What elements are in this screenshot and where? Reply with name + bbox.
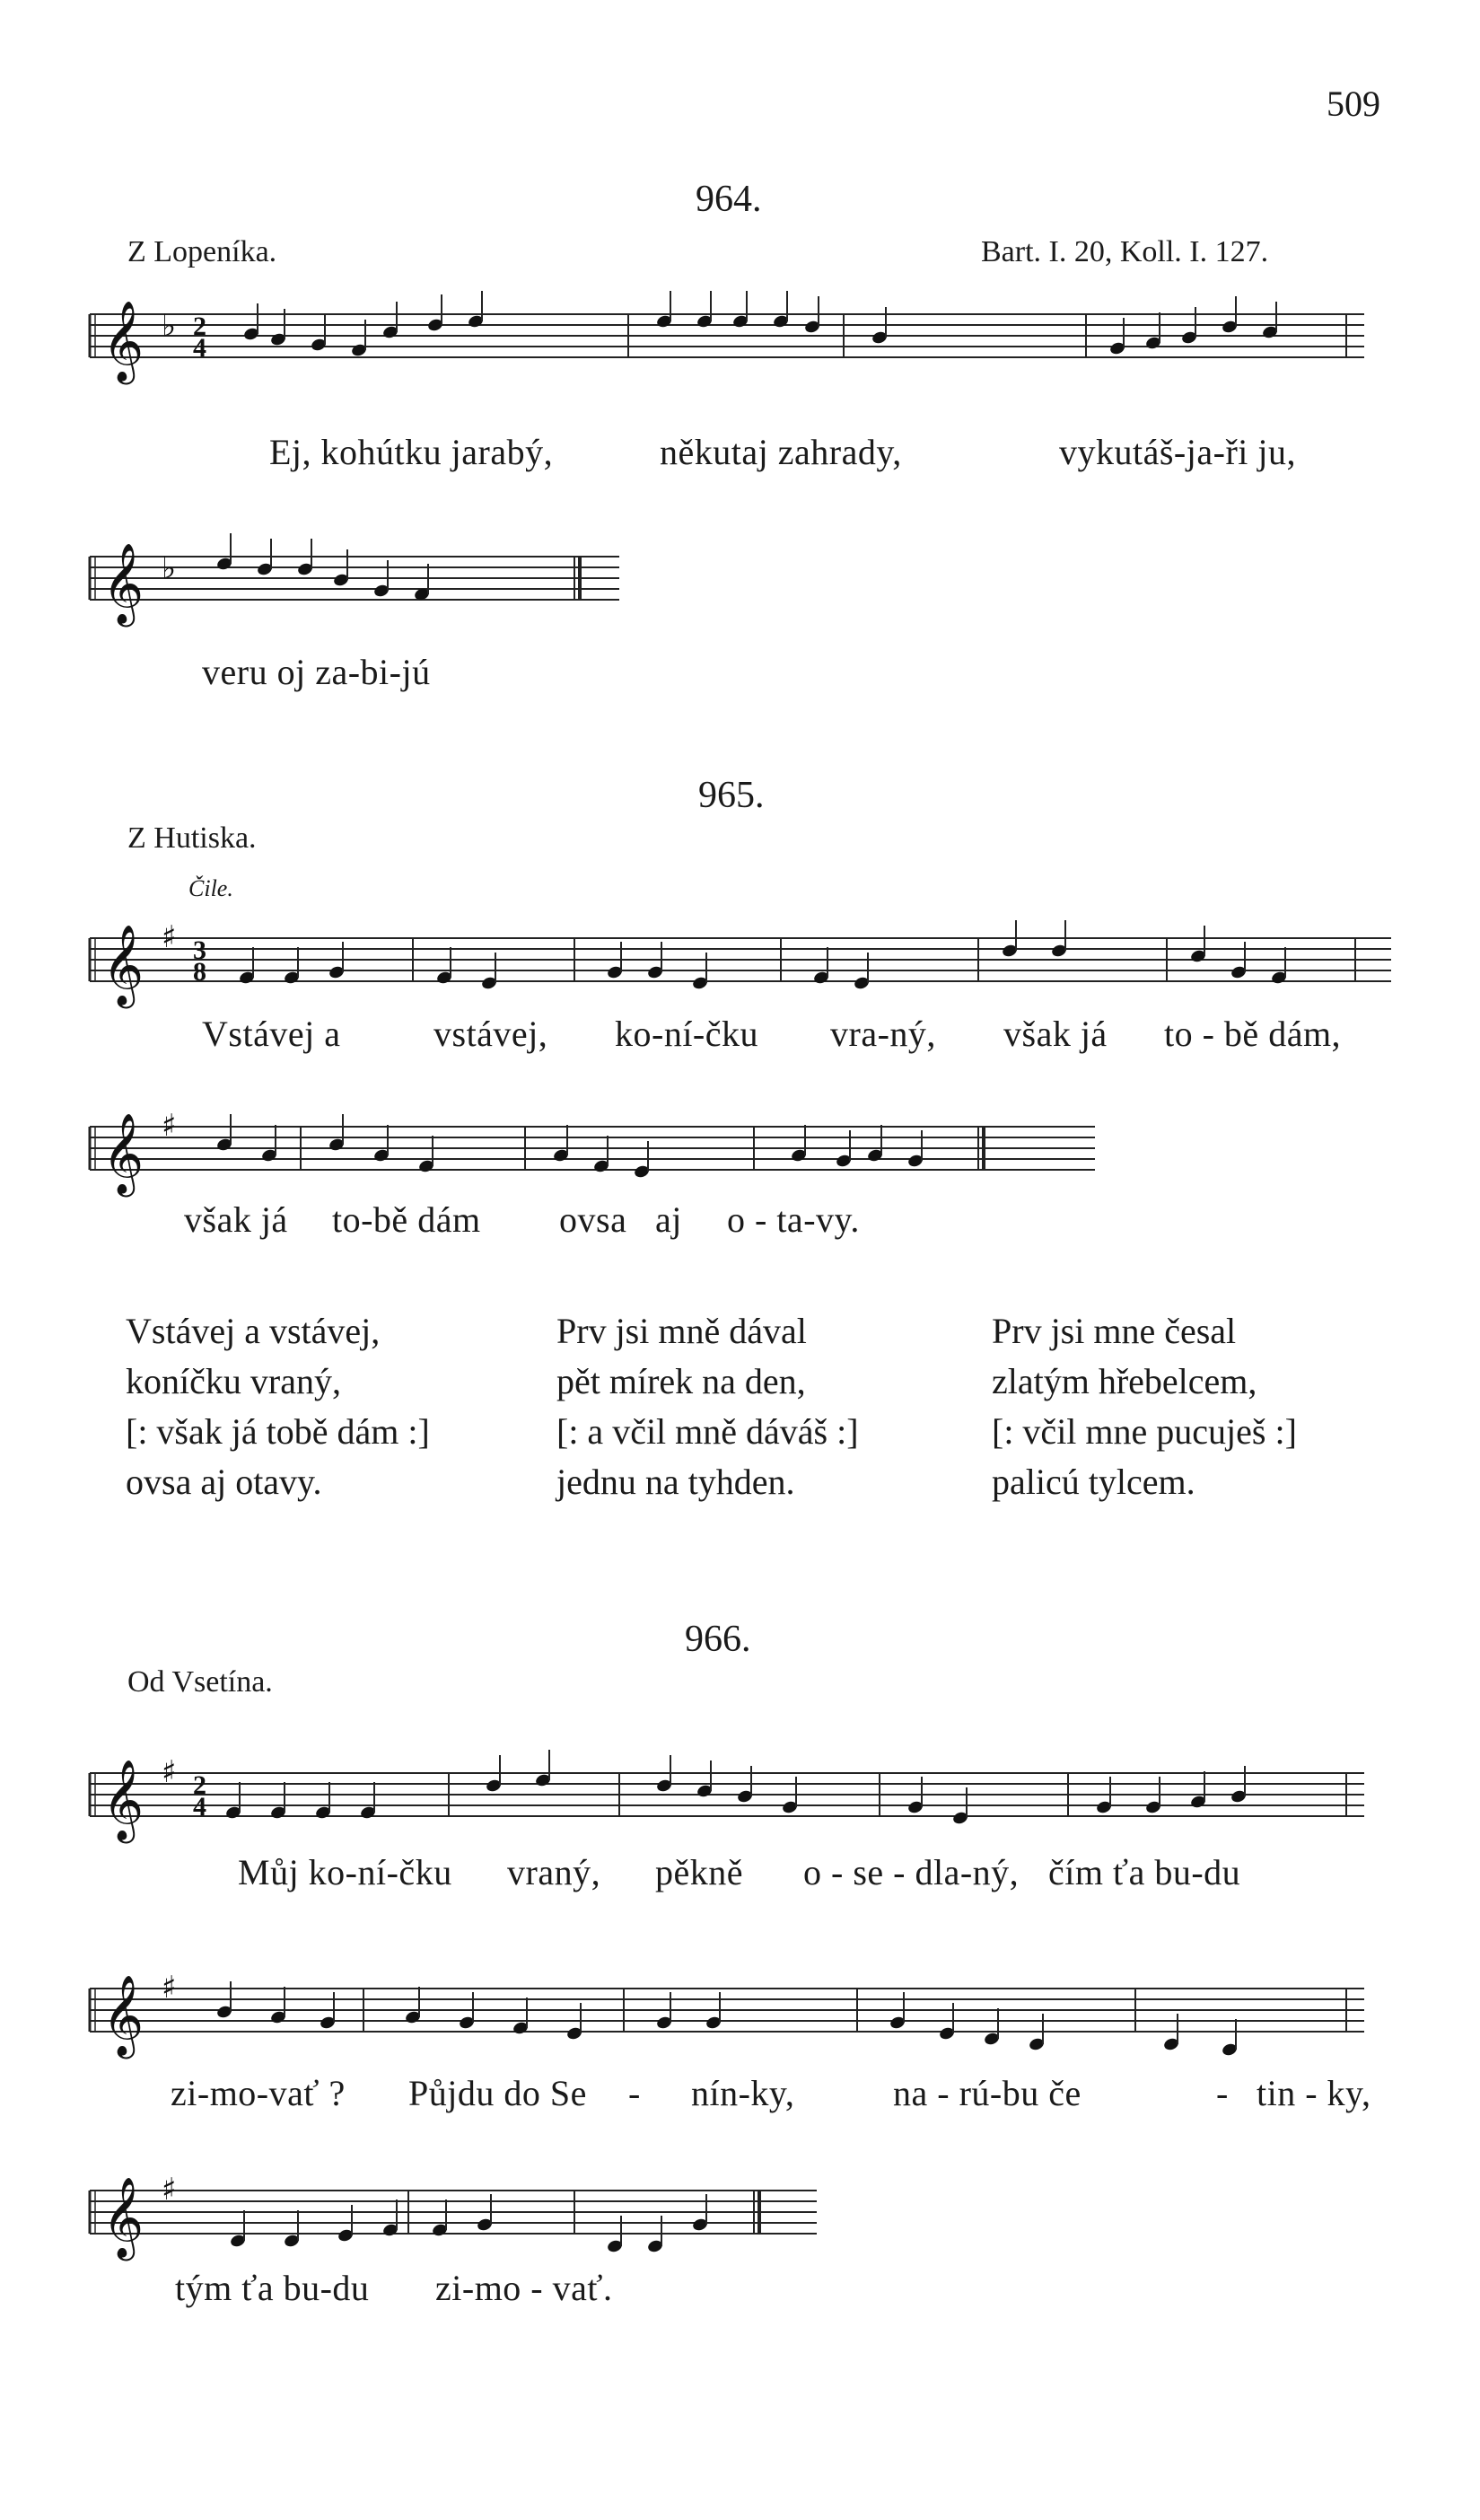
lyric-segment: ko-ní-čku xyxy=(615,1014,759,1054)
lyric-segment: ovsa xyxy=(559,1199,627,1240)
verse-stanza: Prv jsi mně dával pět mírek na den, [: a včil mně dáváš :] jednu na tyhden. xyxy=(556,1311,859,1502)
music-staff xyxy=(72,2172,826,2258)
music-staff xyxy=(72,296,1373,382)
sharp-key-signature-icon: ♯ xyxy=(162,919,177,955)
lyric-segment: to-bě dám xyxy=(332,1199,481,1240)
verse-stanza: Prv jsi mne česal zlatým hřebelcem, [: včil mne pucuješ :] palicú tylcem. xyxy=(992,1311,1297,1502)
time-signature-denominator: 8 xyxy=(193,957,206,987)
lyric-segment: tin - ky, xyxy=(1257,2073,1371,2113)
lyric-segment: však já xyxy=(1003,1014,1108,1054)
music-staff xyxy=(72,1108,1104,1194)
lyric-segment: - xyxy=(628,2073,641,2113)
lyric-segment: pěkně xyxy=(655,1852,744,1892)
music-staff xyxy=(72,1970,1373,2056)
lyric-segment: někutaj zahrady, xyxy=(660,432,902,472)
music-staff xyxy=(72,539,628,624)
sharp-key-signature-icon: ♯ xyxy=(162,1970,177,2006)
lyric-segment: zi-mo - vať. xyxy=(435,2268,613,2308)
lyric-segment: to - bě dám, xyxy=(1164,1014,1342,1054)
lyric-segment: nín-ky, xyxy=(691,2073,795,2113)
lyric-segment: na - rú-bu če xyxy=(893,2073,1082,2113)
lyric-segment: čím ťa bu-du xyxy=(1048,1852,1241,1892)
time-signature-numerator: 2 xyxy=(193,312,206,341)
lyric-segment: veru oj za-bi-jú xyxy=(202,652,431,692)
song-origin: Z Lopeníka. xyxy=(127,235,277,268)
treble-clef-icon: 𝄞 xyxy=(102,925,144,1005)
treble-clef-icon: 𝄞 xyxy=(102,543,144,624)
treble-clef-icon: 𝄞 xyxy=(102,301,144,382)
treble-clef-icon: 𝄞 xyxy=(102,1113,144,1194)
lyric-line xyxy=(202,651,431,693)
lyric-segment: vra-ný, xyxy=(830,1014,936,1054)
tempo-marking: Čile. xyxy=(188,875,233,901)
song-origin: Od Vsetína. xyxy=(127,1665,273,1699)
music-staff xyxy=(72,1754,1373,1840)
lyric-segment: Vstávej a xyxy=(202,1014,341,1054)
song-number: 964. xyxy=(696,179,762,220)
sharp-key-signature-icon: ♯ xyxy=(162,1754,177,1790)
time-signature-numerator: 3 xyxy=(193,935,206,965)
lyric-segment: tým ťa bu-du xyxy=(175,2268,370,2308)
lyric-segment: však já xyxy=(184,1199,288,1240)
song-origin: Z Hutiska. xyxy=(127,821,257,855)
treble-clef-icon: 𝄞 xyxy=(102,2177,144,2258)
song-number: 965. xyxy=(698,775,765,816)
lyric-segment: vstávej, xyxy=(433,1014,548,1054)
time-signature-numerator: 2 xyxy=(193,1770,206,1800)
song-number: 966. xyxy=(685,1619,751,1660)
flat-key-signature-icon: ♭ xyxy=(162,550,177,586)
lyric-segment: Půjdu do Se xyxy=(408,2073,587,2113)
sharp-key-signature-icon: ♯ xyxy=(162,2172,177,2208)
page-number: 509 xyxy=(1327,83,1380,124)
lyric-segment: aj xyxy=(655,1199,682,1240)
treble-clef-icon: 𝄞 xyxy=(102,1975,144,2056)
time-signature-denominator: 4 xyxy=(193,1792,206,1822)
lyric-segment: vykutáš-ja-ři ju, xyxy=(1059,432,1296,472)
verse-stanza: Vstávej a vstávej, koníčku vraný, [: však já tobě dám :] ovsa aj otavy. xyxy=(126,1311,430,1502)
lyric-segment: o - se - dla-ný, xyxy=(803,1852,1020,1892)
lyric-segment: Ej, kohútku jarabý, xyxy=(269,432,554,472)
lyric-segment: zi-mo-vať ? xyxy=(171,2073,346,2113)
sharp-key-signature-icon: ♯ xyxy=(162,1108,177,1144)
lyric-segment: Můj ko-ní-čku xyxy=(238,1852,452,1892)
lyric-segment: o - ta-vy. xyxy=(727,1199,860,1240)
time-signature-denominator: 4 xyxy=(193,333,206,363)
lyric-segment: - xyxy=(1216,2073,1229,2113)
treble-clef-icon: 𝄞 xyxy=(102,1760,144,1840)
flat-key-signature-icon: ♭ xyxy=(162,308,177,344)
song-reference: Bart. I. 20, Koll. I. 127. xyxy=(981,235,1269,268)
lyric-segment: vraný, xyxy=(507,1852,601,1892)
music-staff xyxy=(72,919,1400,1005)
